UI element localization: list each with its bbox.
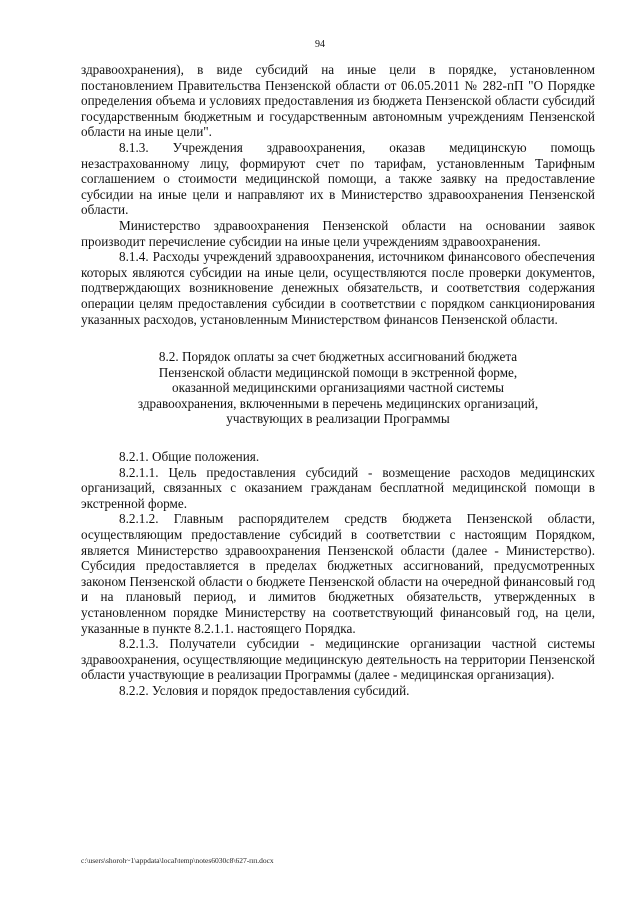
section-heading-8-2: 8.2. Порядок оплаты за счет бюджетных ассигнований бюджета Пензенской области медицинской помощи в экстренной форме, оказанной медицинскими организациями частной системы здравоохранения, включенными в перечень медицинских организаций, участвующих в реализации Программы [137,349,539,427]
paragraph-8-2-1: 8.2.1. Общие положения. [119,449,260,465]
document-body [81,62,595,699]
paragraph-8-1-4: 8.1.4. Расходы учреждений здравоохранения, источником финансового обеспечения которых являются субсидии на иные цели, осуществляются после проверки документов, подтверждающих возникновение денежных обязательств, и соответствия содержания операции целям предоставления субсидии в соответствии с порядком санкционирования указанных расходов, установленным Министерством финансов Пензенской области. [81,249,595,327]
paragraph-continuation: здравоохранения), в виде субсидий на иные цели в порядке, установленном постановлением Правительства Пензенской области от 06.05.2011 № 282-пП "О Порядке определения объема и условиях предоставления из бюджета Пензенской области субсидий государственным бюджетным и государственным автономным учреждениям Пензенской области на иные цели". [81,62,595,140]
paragraph-8-2-1-2: 8.2.1.2. Главным распорядителем средств бюджета Пензенской области, осуществляющим предоставление субсидий в соответствии с настоящим Порядком, является Министерство здравоохранения Пензенской области (далее - Министерство). Субсидия предоставляется в пределах бюджетных ассигнований, предусмотренных законом Пензенской области о бюджете Пензенской области на очередной финансовый год и на плановый период, и лимитов бюджетных обязательств, утвержденных в установленном порядке Министерству на соответствующий финансовый год, на цели, указанные в пункте 8.2.1.1. настоящего Порядка. [81,511,595,636]
paragraph-8-1-3: 8.1.3. Учреждения здравоохранения, оказав медицинскую помощь незастрахованному лицу, формируют счет по тарифам, установленным Тарифным соглашением о стоимости медицинской помощи, а также заявку на предоставление субсидии на иные цели и направляют их в Министерство здравоохранения Пензенской области. [81,139,595,218]
paragraph-8-2-2: 8.2.2. Условия и порядок предоставления субсидий. [119,682,410,698]
paragraph-ministry-transfer: Министерство здравоохранения Пензенской области на основании заявок производит перечисление субсидии на иные цели учреждениям здравоохранения. [81,217,595,249]
footer-file-path: c:\users\shoroh~1\appdata\local\temp\notes6030c8\627-пп.docx [81,856,274,865]
paragraph-8-2-1-3: 8.2.1.3. Получатели субсидии - медицинские организации частной системы здравоохранения, осуществляющие медицинскую деятельность на территории Пензенской области участвующие в реализации Программы (далее - медицинская организация). [81,636,595,683]
page-number: 94 [315,39,325,50]
paragraph-8-2-1-1: 8.2.1.1. Цель предоставления субсидий - возмещение расходов медицинских организаций, связанных с оказанием гражданам бесплатной медицинской помощи в экстренной форме. [81,464,595,511]
